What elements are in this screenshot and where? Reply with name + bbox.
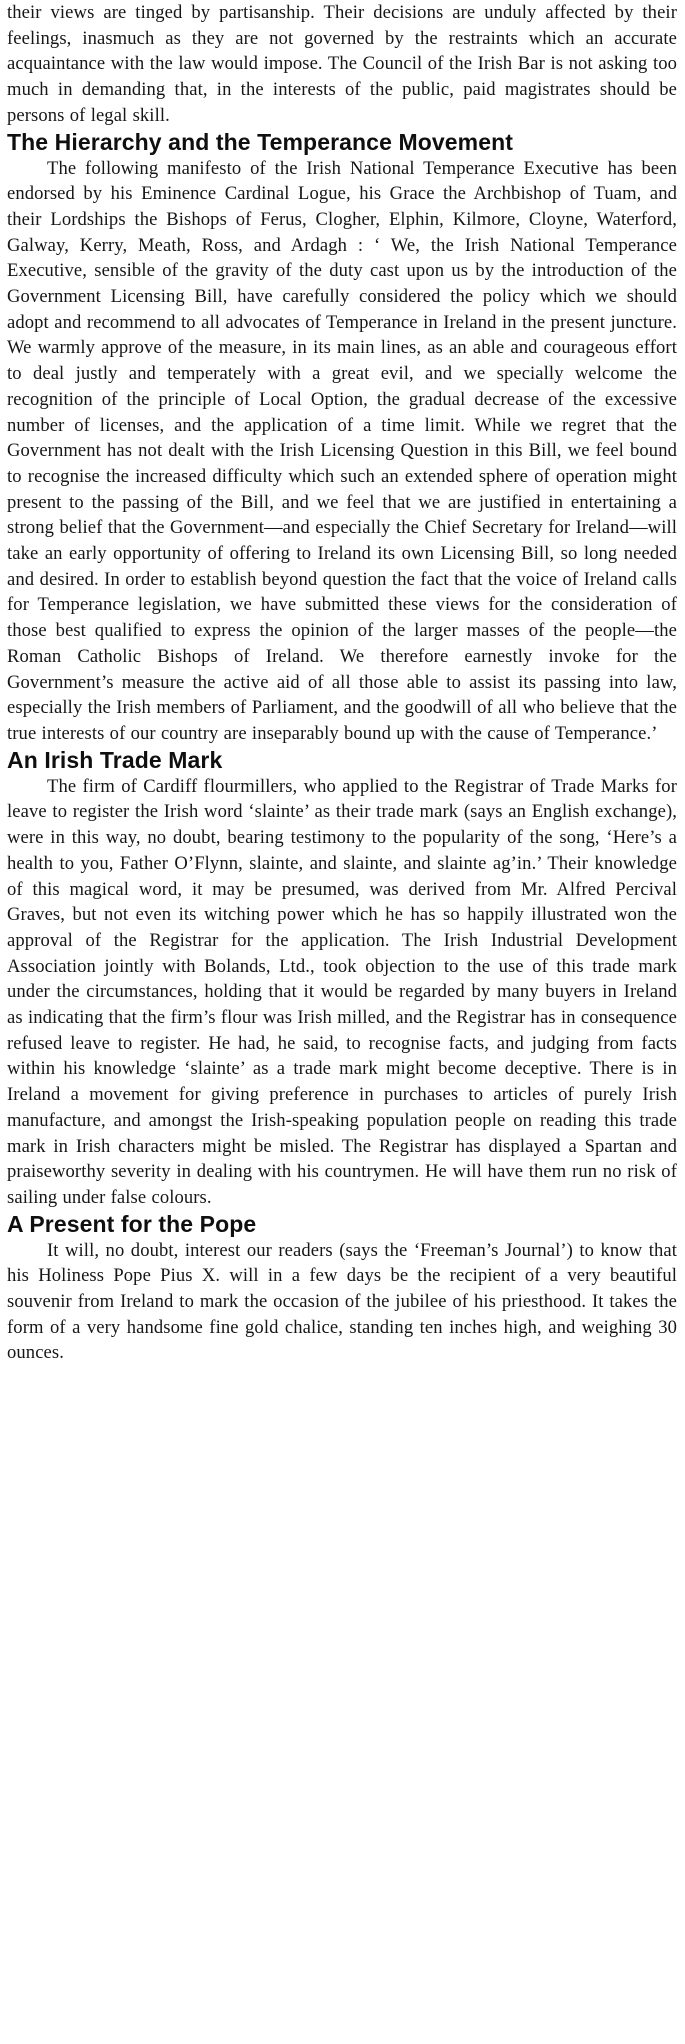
paragraph-trade-mark: The firm of Cardiff flourmillers, who applied to the Registrar of Trade Marks for leave to register the Irish word ‘slainte’ as their trade mark (says an English exchange), were in this way, no doubt, bearing testimony to the popularity of the song, ‘Here’s a health to you, Father O’Flynn, slainte, and slainte, and slainte ag’in.’ Their knowledge of this magical word, it may be presumed, was derived from Mr. Alfred Percival Graves, but not even its witching power which he has so happily illustrated won the approval of the Registrar for the application. The Irish Industrial Development Association jointly with Bolands, Ltd., took objection to the use of this trade mark under the circumstances, holding that it would be regarded by many buyers in Ireland as indicating that the firm’s flour was Irish milled, and the Registrar has in consequence refused leave to register. He had, he said, to recognise facts, and judging from facts within his knowledge ‘slainte’ as a trade mark might become deceptive. There is in Ireland a movement for giving preference in purchases to articles of purely Irish manufacture, and amongst the Irish-speaking population people on reading this trade mark in Irish characters might be misled. The Registrar has displayed a Spartan and praiseworthy severity in dealing with his countrymen. He will have them run no risk of sailing under false colours. [7, 775, 677, 1208]
heading-irish-trade-mark: An Irish Trade Mark [7, 746, 223, 773]
paragraph-temperance-manifesto: The following manifesto of the Irish National Temperance Executive has been endorsed by his Eminence Cardinal Logue, his Grace the Archbishop of Tuam, and their Lordships the Bishops of Ferus, Clogher, Elphin, Kilmore, Cloyne, Waterford, Galway, Kerry, Meath, Ross, and Ardagh : ‘ We, the Irish National Temperance Executive, sensible of the gravity of the duty cast upon us by the introduction of the Government Licensing Bill, have carefully considered the policy which we should adopt and recommend to all advocates of Temperance in Ireland in the present juncture. We warmly approve of the measure, in its main lines, as an able and courageous effort to deal justly and temperately with a great evil, and we specially welcome the recognition of the principle of Local Option, the gradual decrease of the excessive number of licenses, and the application of a time limit. While we regret that the Government has not dealt with the Irish Licensing Question in this Bill, we feel bound to recognise the increased difficulty which such an extended sphere of operation might present to the passing of the Bill, and we feel that we are justified in entertaining a strong belief that the Government—and especially the Chief Secretary for Ireland—will take an early opportunity of offering to Ireland its own Licensing Bill, so long needed and desired. In order to establish beyond question the fact that the voice of Ireland calls for Temperance legislation, we have submitted these views for the consideration of those best qualified to express the opinion of the larger masses of the people—the Roman Catholic Bishops of Ireland. We therefore earnestly invoke for the Government’s measure the active aid of all those able to assist its passing into law, especially the Irish members of Parliament, and the goodwill of all who believe that the true interests of our country are inseparably bound up with the cause of Temperance.’ [7, 157, 677, 744]
heading-hierarchy-temperance: The Hierarchy and the Temperance Movement [7, 128, 513, 155]
newspaper-column [7, 0, 677, 2044]
heading-present-for-pope: A Present for the Pope [7, 1210, 257, 1237]
paragraph-pope-present: It will, no doubt, interest our readers (says the ‘Freeman’s Journal’) to know that his Holiness Pope Pius X. will in a few days be the recipient of a very beautiful souvenir from Ireland to mark the occasion of the jubilee of his priesthood. It takes the form of a very handsome fine gold chalice, standing ten inches high, and weighing 30 ounces. [7, 1239, 677, 1364]
continued-paragraph: their views are tinged by partisanship. Their decisions are unduly affected by their feelings, inasmuch as they are not governed by the restraints which an accurate acquaintance with the law would impose. The Council of the Irish Bar is not asking too much in demanding that, in the interests of the public, paid magistrates should be persons of legal skill. [7, 2, 677, 126]
